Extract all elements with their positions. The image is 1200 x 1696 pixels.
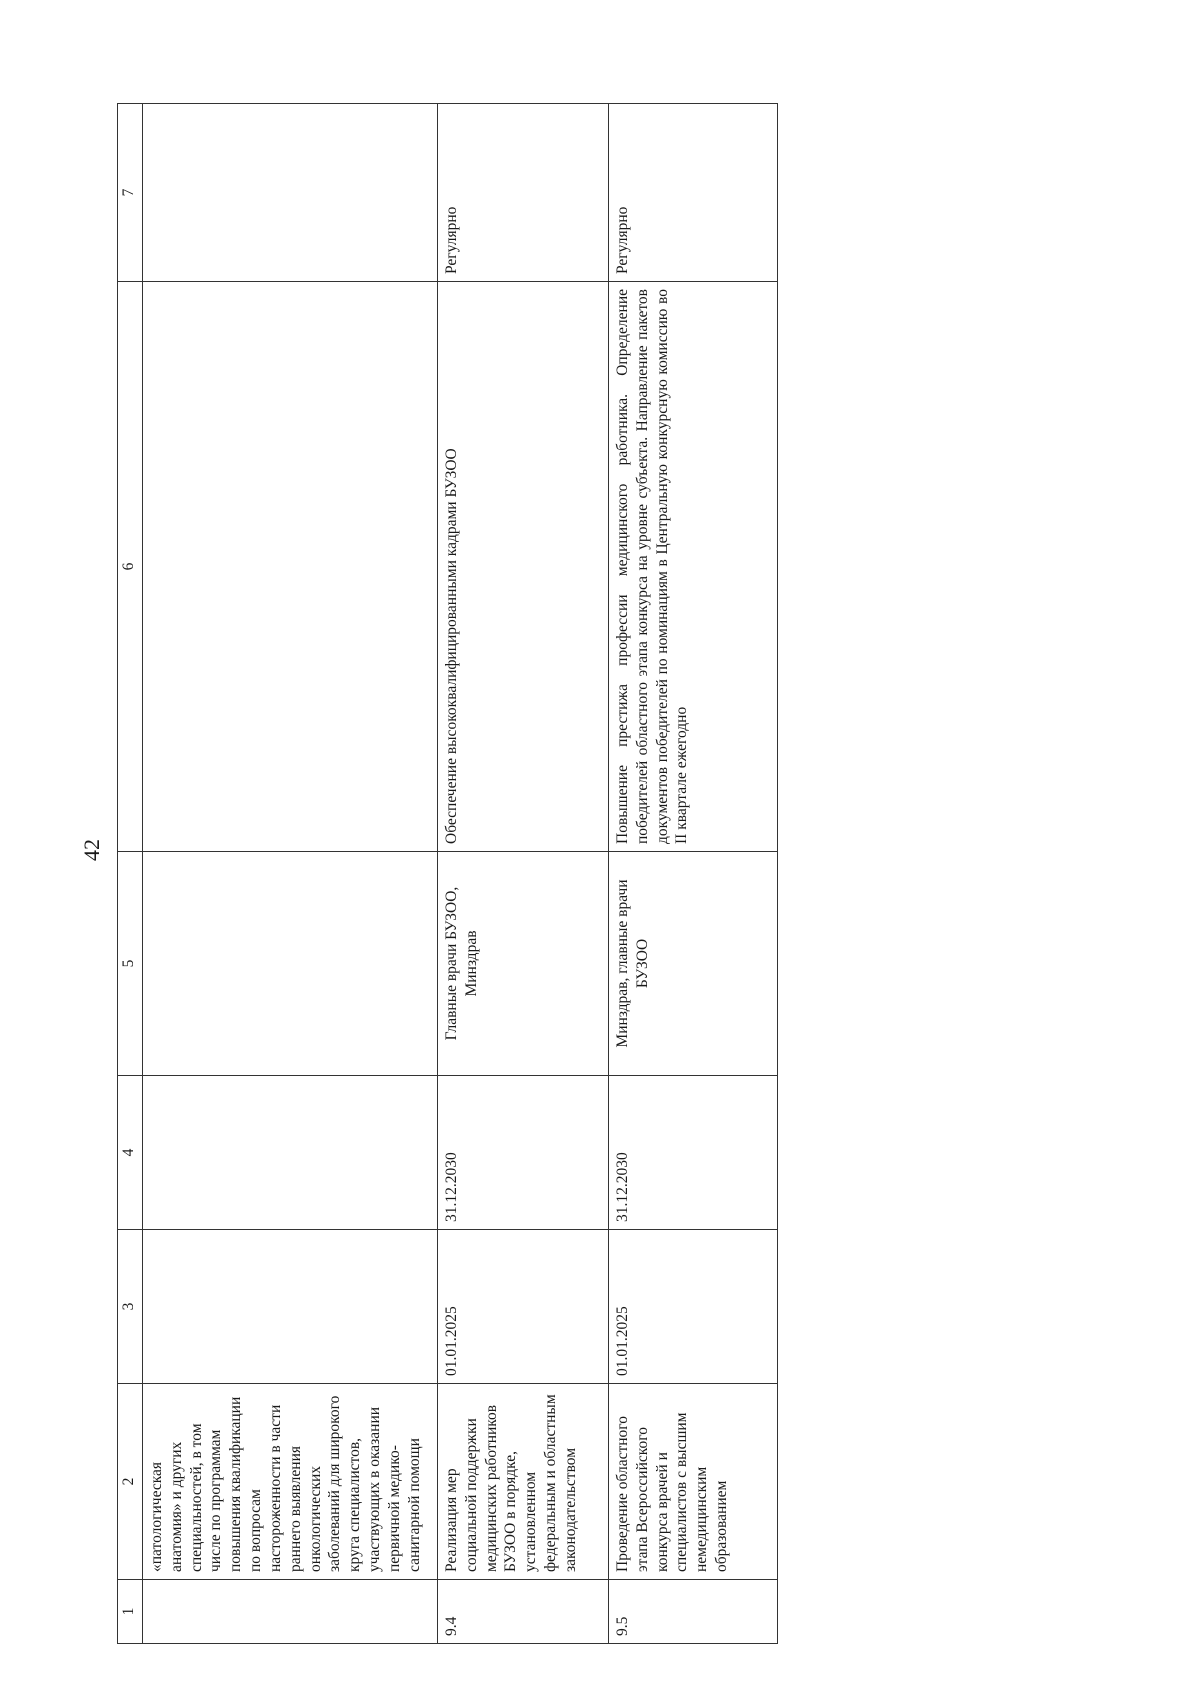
cell-periodicity: Регулярно xyxy=(609,104,778,282)
header-cell: 7 xyxy=(118,104,143,282)
header-cell: 6 xyxy=(118,282,143,852)
cell-measure: Реализация мер социальной поддержки медицинских работников БУЗОО в порядке, установленном федеральным и областным законодательством xyxy=(438,1384,609,1580)
cell-start-date xyxy=(143,1230,438,1384)
table-row xyxy=(609,104,778,1644)
cell-responsible: Главные врачи БУЗОО, Минздрав xyxy=(438,852,609,1076)
cell-responsible xyxy=(143,852,438,1076)
cell-measure: «патологическая анатомия» и других специальностей, в том числе по программам повышения квалификации по вопросам настороженности в части раннего выявления онкологических заболеваний для широкого круга специалистов, участвующих в оказании первичной медико-санитарной помощи xyxy=(143,1384,438,1580)
cell-end-date xyxy=(143,1076,438,1230)
table-frame xyxy=(117,104,757,1644)
cell-start-date: 01.01.2025 xyxy=(609,1230,778,1384)
cell-result: Повышение престижа профессии медицинского работника. Определение победителей областного этапа конкурса на уровне субъекта. Направление пакетов документов победителей по номинациям в Центральную конкурсную комиссию во II квартале ежегодно xyxy=(609,282,778,852)
cell-measure: Проведение областного этапа Всероссийского конкурса врачей и специалистов с высшим немедицинским образованием xyxy=(609,1384,778,1580)
cell-responsible: Минздрав, главные врачи БУЗОО xyxy=(609,852,778,1076)
header-cell: 2 xyxy=(118,1384,143,1580)
header-cell: 1 xyxy=(118,1580,143,1644)
page-number: 42 xyxy=(79,839,104,861)
table-row xyxy=(438,104,609,1644)
cell-result xyxy=(143,282,438,852)
cell-num xyxy=(143,1580,438,1644)
cell-result: Обеспечение высококвалифицированными кадрами БУЗОО xyxy=(438,282,609,852)
cell-start-date: 01.01.2025 xyxy=(438,1230,609,1384)
cell-end-date: 31.12.2030 xyxy=(609,1076,778,1230)
cell-end-date: 31.12.2030 xyxy=(438,1076,609,1230)
header-cell: 4 xyxy=(118,1076,143,1230)
measures-table xyxy=(117,103,778,1644)
table-row xyxy=(143,104,438,1644)
header-cell: 3 xyxy=(118,1230,143,1384)
cell-num: 9.4 xyxy=(438,1580,609,1644)
header-cell: 5 xyxy=(118,852,143,1076)
table-header-row xyxy=(118,104,143,1644)
cell-periodicity: Регулярно xyxy=(438,104,609,282)
cell-num: 9.5 xyxy=(609,1580,778,1644)
cell-periodicity xyxy=(143,104,438,282)
